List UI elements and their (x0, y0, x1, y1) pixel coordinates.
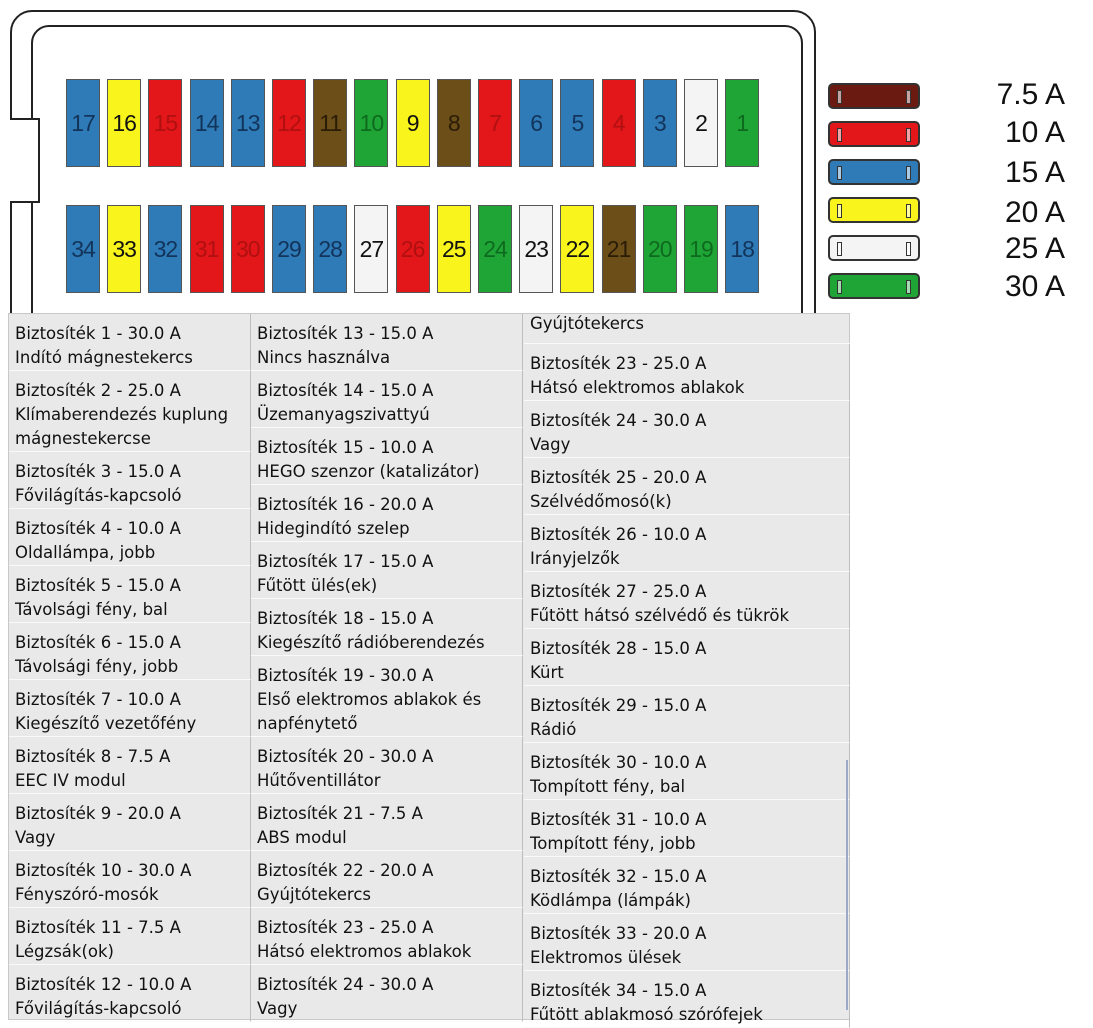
table-row (524, 914, 850, 971)
fuse-24: 24 (478, 205, 512, 293)
fuse-title: Biztosíték 15 - 10.0 A (257, 438, 434, 457)
fuse-17: 17 (66, 79, 100, 167)
fuse-description: Távolsági fény, jobb (15, 657, 179, 676)
fuse-title: Biztosíték 21 - 7.5 A (257, 804, 423, 823)
fuse-description: Üzemanyagszivattyú (257, 405, 430, 424)
table-row (9, 566, 251, 623)
table-row (9, 623, 251, 680)
fuse-12: 12 (272, 79, 306, 167)
fuse-title: Biztosíték 26 - 10.0 A (530, 525, 707, 544)
table-row (524, 857, 850, 914)
scrollbar-edge (846, 760, 848, 1010)
fuse-description: EEC IV modul (15, 771, 126, 790)
table-row (524, 572, 850, 629)
fuse-title: Biztosíték 22 - 20.0 A (257, 861, 434, 880)
table-row (251, 485, 523, 542)
fuse-title: Biztosíték 28 - 15.0 A (530, 639, 707, 658)
fuse-description: Vagy (530, 435, 571, 454)
fuse-4: 4 (602, 79, 636, 167)
table-row (251, 794, 523, 851)
fuse-description: ABS modul (257, 828, 347, 847)
table-row (251, 542, 523, 599)
fuse-title: Biztosíték 20 - 30.0 A (257, 747, 434, 766)
fuse-title: Biztosíték 32 - 15.0 A (530, 867, 707, 886)
fuse-title: Biztosíték 25 - 20.0 A (530, 468, 707, 487)
fuse-title: Biztosíték 33 - 20.0 A (530, 924, 707, 943)
table-row (524, 344, 850, 401)
fuse-title: Biztosíték 18 - 15.0 A (257, 609, 434, 628)
table-partial-row: Gyújtótekercs (524, 314, 850, 344)
fuse-description: Gyújtótekercs (257, 885, 371, 904)
fuse-3: 3 (643, 79, 677, 167)
fuse-title: Biztosíték 27 - 25.0 A (530, 582, 707, 601)
table-row (524, 800, 850, 857)
table-row (251, 737, 523, 794)
fuse-description: Hidegindító szelep (257, 519, 410, 538)
fuse-28: 28 (313, 205, 347, 293)
fuse-description: Irányjelzők (530, 549, 620, 568)
fuse-box-notch (10, 118, 40, 203)
fuse-title: Biztosíték 13 - 15.0 A (257, 324, 434, 343)
fuse-32: 32 (148, 205, 182, 293)
fuse-15: 15 (148, 79, 182, 167)
table-row (524, 686, 850, 743)
fuse-description: Oldallámpa, jobb (15, 543, 156, 562)
legend-label: 10 A (1004, 116, 1065, 149)
table-row (251, 965, 523, 1022)
fuse-description: napfénytető (257, 714, 358, 733)
fuse-9: 9 (396, 79, 430, 167)
fuse-8: 8 (437, 79, 471, 167)
fuse-title: Biztosíték 14 - 15.0 A (257, 381, 434, 400)
fuse-description: Távolsági fény, bal (15, 600, 168, 619)
fuse-description: Kiegészítő rádióberendezés (257, 633, 485, 652)
fuse-description: mágnestekercse (15, 429, 151, 448)
fuse-description: Fővilágítás-kapcsoló (15, 999, 182, 1018)
fuse-14: 14 (190, 79, 224, 167)
legend-swatch (828, 197, 920, 223)
fuse-description: Elektromos ülések (530, 948, 682, 967)
legend-swatch (828, 83, 920, 109)
fuse-title: Biztosíték 24 - 30.0 A (530, 411, 707, 430)
fuse-title: Biztosíték 19 - 30.0 A (257, 666, 434, 685)
fuse-title: Biztosíték 17 - 15.0 A (257, 552, 434, 571)
fuse-title: Biztosíték 6 - 15.0 A (15, 633, 181, 652)
fuse-title: Biztosíték 11 - 7.5 A (15, 918, 181, 937)
table-row (9, 965, 251, 1022)
fuse-description: Kiegészítő vezetőfény (15, 714, 197, 733)
table-row (251, 851, 523, 908)
fuse-29: 29 (272, 205, 306, 293)
fuse-description: Klímaberendezés kuplung (15, 405, 229, 424)
fuse-description: Hátsó elektromos ablakok (530, 378, 745, 397)
fuse-title: Biztosíték 24 - 30.0 A (257, 975, 434, 994)
fuse-2: 2 (684, 79, 718, 167)
table-row (9, 851, 251, 908)
fuse-23: 23 (519, 205, 553, 293)
fuse-13: 13 (231, 79, 265, 167)
table-row (524, 629, 850, 686)
fuse-33: 33 (107, 205, 141, 293)
fuse-title: Biztosíték 29 - 15.0 A (530, 696, 707, 715)
table-row (9, 371, 251, 452)
fuse-description: Ködlámpa (lámpák) (530, 891, 691, 910)
fuse-description: Nincs használva (257, 348, 391, 367)
fuse-11: 11 (313, 79, 347, 167)
fuse-description: Hűtőventillátor (257, 771, 381, 790)
fuse-description: Tompított fény, jobb (530, 834, 696, 853)
fuse-description: HEGO szenzor (katalizátor) (257, 462, 480, 481)
fuse-19: 19 (684, 205, 718, 293)
fuse-5: 5 (560, 79, 594, 167)
fuse-description: Kürt (530, 663, 564, 682)
table-row (524, 458, 850, 515)
fuse-title: Biztosíték 34 - 15.0 A (530, 981, 707, 1000)
legend-swatch (828, 273, 920, 299)
table-row (9, 452, 251, 509)
table-row (9, 680, 251, 737)
fuse-title: Biztosíték 7 - 10.0 A (15, 690, 181, 709)
fuse-description: Légzsák(ok) (15, 942, 114, 961)
fuse-title: Biztosíték 8 - 7.5 A (15, 747, 171, 766)
fuse-title: Biztosíték 9 - 20.0 A (15, 804, 181, 823)
fuse-description: Fűtött ülés(ek) (257, 576, 378, 595)
fuse-34: 34 (66, 205, 100, 293)
legend-label: 7.5 A (996, 78, 1065, 111)
fuse-title: Biztosíték 16 - 20.0 A (257, 495, 434, 514)
table-row (9, 908, 251, 965)
fuse-title: Biztosíték 2 - 25.0 A (15, 381, 181, 400)
fuse-27: 27 (354, 205, 388, 293)
table-row (524, 971, 850, 1028)
fuse-description: Fényszóró-mosók (15, 885, 159, 904)
table-row (524, 515, 850, 572)
table-row (251, 908, 523, 965)
fuse-description: Rádió (530, 720, 577, 739)
fuse-description: Fűtött ablakmosó szórófejek (530, 1005, 763, 1024)
table-row (524, 401, 850, 458)
fuse-7: 7 (478, 79, 512, 167)
fuse-title: Biztosíték 4 - 10.0 A (15, 519, 181, 538)
fuse-1: 1 (725, 79, 759, 167)
fuse-20: 20 (643, 205, 677, 293)
table-row (251, 314, 523, 371)
fuse-21: 21 (602, 205, 636, 293)
fuse-title: Biztosíték 5 - 15.0 A (15, 576, 181, 595)
fuse-description: Tompított fény, bal (530, 777, 686, 796)
table-row (9, 794, 251, 851)
fuse-title: Biztosíték 12 - 10.0 A (15, 975, 192, 994)
table-row (251, 599, 523, 656)
fuse-30: 30 (231, 205, 265, 293)
table-row (524, 743, 850, 800)
fuse-description: Vagy (257, 999, 298, 1018)
legend-swatch (828, 121, 920, 147)
table-row (9, 314, 251, 371)
fuse-6: 6 (519, 79, 553, 167)
fuse-description: Vagy (15, 828, 56, 847)
fuse-10: 10 (354, 79, 388, 167)
legend-label: 25 A (1004, 232, 1065, 265)
fuse-title: Biztosíték 23 - 25.0 A (257, 918, 434, 937)
fuse-box-inner-outline (31, 25, 803, 355)
fuse-title: Biztosíték 10 - 30.0 A (15, 861, 192, 880)
table-row (9, 509, 251, 566)
table-row (251, 371, 523, 428)
fuse-title: Biztosíték 1 - 30.0 A (15, 324, 181, 343)
fuse-title: Biztosíték 31 - 10.0 A (530, 810, 707, 829)
fuse-22: 22 (560, 205, 594, 293)
fuse-description-table (8, 313, 850, 1024)
fuse-description: Hátsó elektromos ablakok (257, 942, 472, 961)
fuse-description: Fűtött hátsó szélvédő és tükrök (530, 606, 790, 625)
table-row (9, 737, 251, 794)
fuse-31: 31 (190, 205, 224, 293)
legend-swatch (828, 235, 920, 261)
fuse-title: Biztosíték 30 - 10.0 A (530, 753, 707, 772)
fuse-description: Szélvédőmosó(k) (530, 492, 672, 511)
fuse-18: 18 (725, 205, 759, 293)
fuse-title: Biztosíték 3 - 15.0 A (15, 462, 181, 481)
table-row (251, 656, 523, 737)
fuse-description: Első elektromos ablakok és (257, 690, 482, 709)
fuse-16: 16 (107, 79, 141, 167)
fuse-26: 26 (396, 205, 430, 293)
fuse-description: Indító mágnestekercs (15, 348, 193, 367)
legend-label: 20 A (1004, 196, 1065, 229)
table-row (251, 428, 523, 485)
fuse-description: Fővilágítás-kapcsoló (15, 486, 182, 505)
fuse-title: Biztosíték 23 - 25.0 A (530, 354, 707, 373)
legend-label: 30 A (1004, 270, 1065, 303)
legend-label: 15 A (1004, 156, 1065, 189)
fuse-25: 25 (437, 205, 471, 293)
legend-swatch (828, 159, 920, 185)
